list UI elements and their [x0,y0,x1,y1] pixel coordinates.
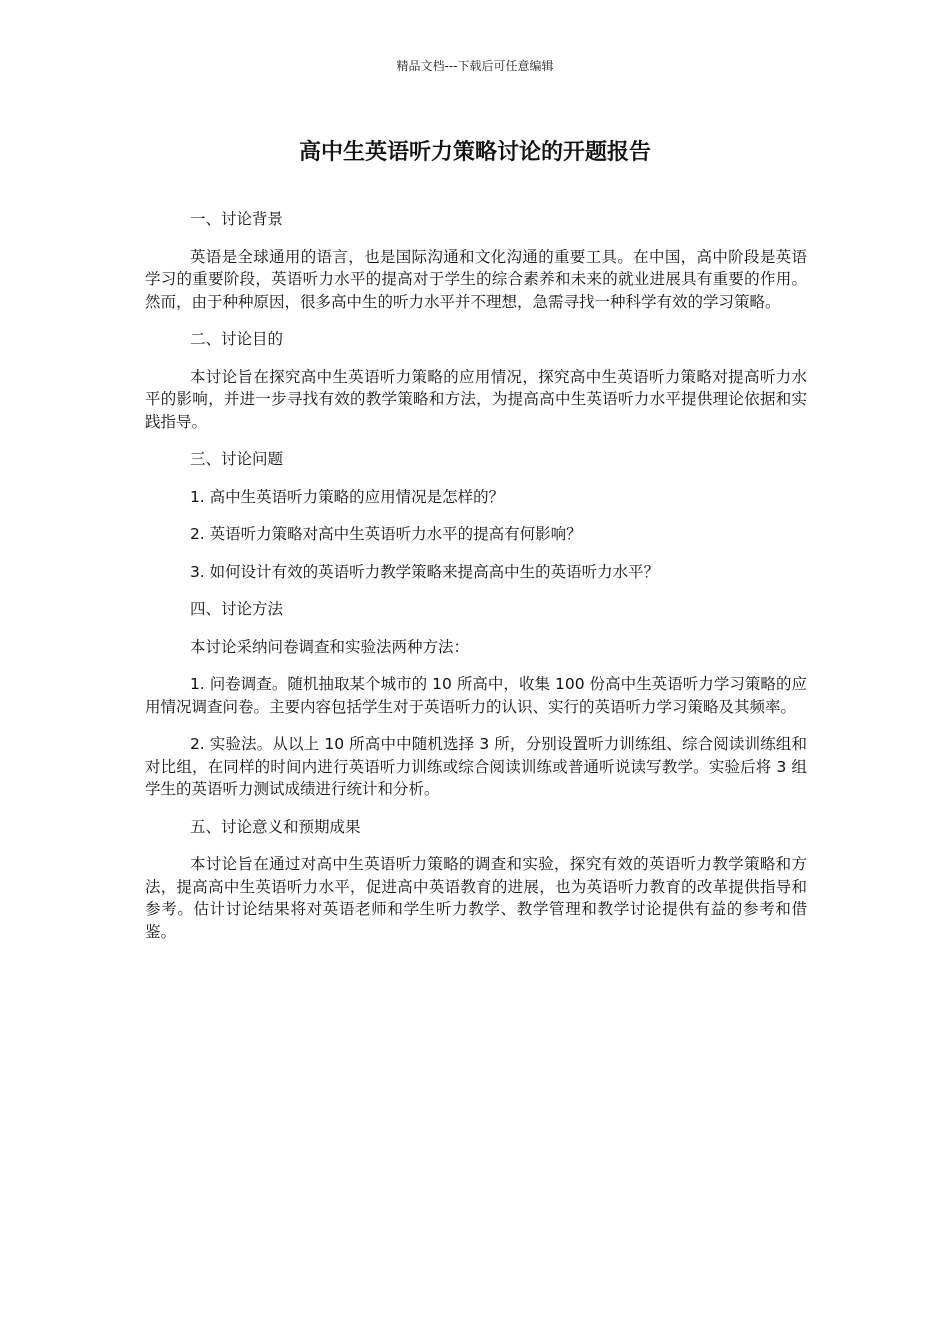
paragraph-purpose: 本讨论旨在探究高中生英语听力策略的应用情况，探究高中生英语听力策略对提高听力水平的影响，并进一步寻找有效的教学策略和方法，为提高高中生英语听力水平提供理论依据和实践指导。 [145,367,807,431]
method-item-2: 2. 实验法。从以上 10 所高中中随机选择 3 所，分别设置听力训练组、综合阅读训练组和对比组，在同样的时间内进行英语听力训练或综合阅读训练或普通听说读写教学。实验后将 3 组学生的英语听力测试成绩进行统计和分析。 [145,735,807,798]
question-item-2: 2. 英语听力策略对高中生英语听力水平的提高有何影响？ [189,525,582,543]
section-heading-background: 一、讨论背景 [189,210,283,228]
paragraph-significance: 本讨论旨在通过对高中生英语听力策略的调查和实验，探究有效的英语听力教学策略和方法，提高高中生英语听力水平，促进高中英语教育的进展，也为英语听力教育的改革提供指导和参考。估计讨论结果将对英语老师和学生听力教学、教学管理和教学讨论提供有益的参考和借鉴。 [145,855,807,941]
paragraph-methods-intro: 本讨论采纳问卷调查和实验法两种方法： [189,637,469,656]
section-heading-methods: 四、讨论方法 [189,600,283,618]
section-heading-significance: 五、讨论意义和预期成果 [189,817,361,836]
document-body [145,208,807,958]
method-item-1: 1. 问卷调查。随机抽取某个城市的 10 所高中，收集 100 份高中生英语听力学习策略的应用情况调查问卷。主要内容包括学生对于英语听力的认识、实行的英语听力学习策略及其频率。 [145,675,807,716]
question-item-1: 1. 高中生英语听力策略的应用情况是怎样的？ [189,487,505,506]
question-item-3: 3. 如何设计有效的英语听力教学策略来提高高中生的英语听力水平？ [189,562,660,581]
document-title: 高中生英语听力策略讨论的开题报告 [298,140,651,165]
section-heading-purpose: 二、讨论目的 [189,330,283,348]
header-note: 精品文档---下载后可任意编辑 [396,59,554,73]
paragraph-background: 英语是全球通用的语言，也是国际沟通和文化沟通的重要工具。在中国，高中阶段是英语学习的重要阶段，英语听力水平的提高对于学生的综合素养和未来的就业进展具有重要的作用。然而，由于种种原因，很多高中生的听力水平并不理想，急需寻找一种科学有效的学习策略。 [145,247,807,311]
section-heading-questions: 三、讨论问题 [189,450,283,468]
